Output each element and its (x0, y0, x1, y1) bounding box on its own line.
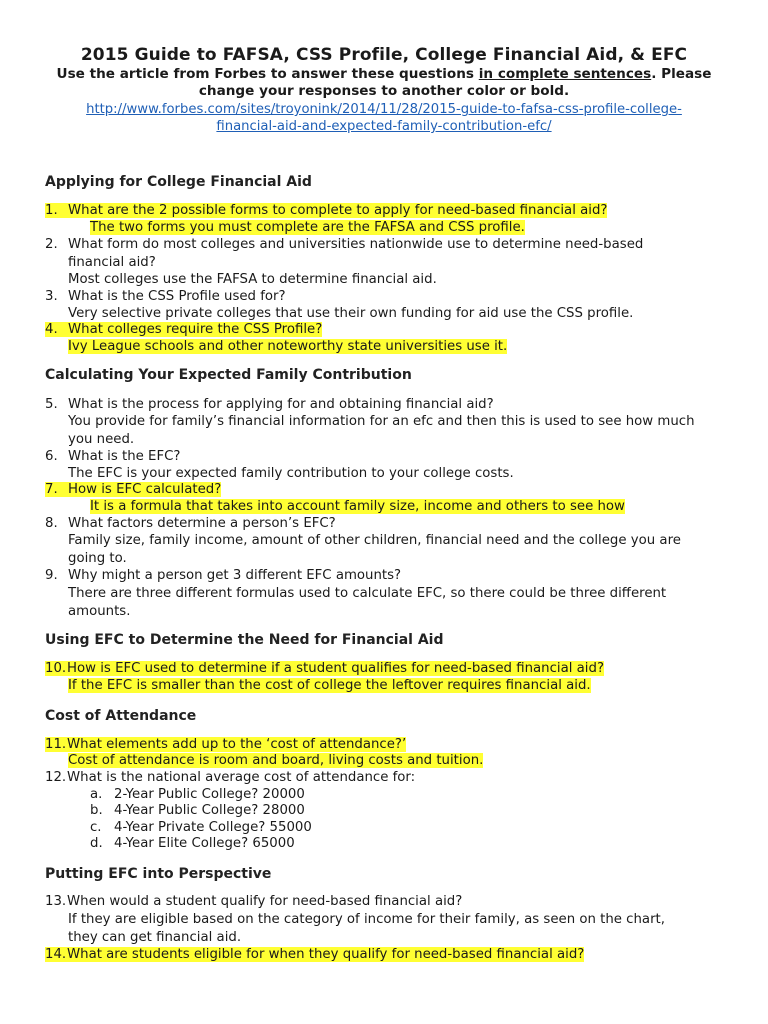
answer-8-cont: going to. (68, 551, 127, 566)
sub-answer-b (90, 802, 305, 819)
question-number: 3. (45, 289, 58, 304)
answer-7 (90, 498, 625, 515)
instructions-emphasis: in complete sentences (478, 66, 652, 82)
question-number: 1. (45, 203, 58, 218)
instructions-text: Use the article from Forbes to answer these questions (56, 66, 479, 82)
question-text: What is the process for applying for and obtaining financial aid? (68, 397, 494, 412)
answer-text: The two forms you must complete are the FAFSA and CSS profile. (90, 220, 525, 235)
answer-text: Ivy League schools and other noteworthy state universities use it. (68, 339, 508, 354)
question-text: How is EFC calculated? (68, 482, 222, 497)
question-number: 12. (45, 770, 67, 785)
sub-text: 4-Year Private College? 55000 (114, 820, 312, 835)
link-line-2[interactable]: financial-aid-and-expected-family-contribution-efc/ (216, 119, 552, 134)
question-number: 8. (45, 516, 58, 531)
section-heading-cost: Cost of Attendance (45, 708, 197, 724)
answer-text: If the EFC is smaller than the cost of college the leftover requires financial aid. (68, 678, 591, 693)
question-number: 10. (45, 661, 67, 676)
section-heading-efc: Calculating Your Expected Family Contribution (45, 367, 412, 383)
question-text: How is EFC used to determine if a student qualifies for need-based financial aid? (67, 661, 604, 676)
answer-13: If they are eligible based on the category of income for their family, as seen on the chart, (68, 912, 665, 927)
sub-text: 2-Year Public College? 20000 (114, 787, 305, 802)
question-text: What elements add up to the ‘cost of attendance?’ (67, 737, 407, 752)
question-2-cont: financial aid? (68, 255, 156, 270)
question-10 (45, 660, 604, 677)
answer-5: You provide for family’s financial information for an efc and then this is used to see how much (68, 414, 695, 429)
instructions-text-end: . Please change your responses to another color or bold. (198, 66, 712, 99)
question-text: What colleges require the CSS Profile? (68, 322, 323, 337)
question-text: What are students eligible for when they qualify for need-based financial aid? (67, 947, 585, 962)
question-9 (45, 567, 401, 584)
answer-13-cont: they can get financial aid. (68, 930, 242, 945)
sub-answer-d (90, 835, 295, 852)
question-text: What are the 2 possible forms to complete to apply for need-based financial aid? (68, 203, 608, 218)
question-1 (45, 202, 607, 219)
sub-text: 4-Year Elite College? 65000 (114, 836, 295, 851)
sub-label: d. (90, 836, 103, 851)
question-number: 5. (45, 397, 58, 412)
question-text: What factors determine a person’s EFC? (68, 516, 336, 531)
question-5 (45, 396, 494, 413)
answer-9: There are three different formulas used to calculate EFC, so there could be three different (68, 586, 667, 601)
answer-5-cont: you need. (68, 432, 135, 447)
question-2 (45, 236, 643, 253)
answer-9-cont: amounts. (68, 604, 131, 619)
question-14 (45, 946, 584, 963)
sub-label: a. (90, 787, 103, 802)
answer-8: Family size, family income, amount of other children, financial need and the college you are (68, 533, 681, 548)
sub-label: c. (90, 820, 102, 835)
question-number: 13. (45, 894, 67, 909)
answer-6: The EFC is your expected family contribution to your college costs. (68, 466, 514, 481)
sub-text: 4-Year Public College? 28000 (114, 803, 305, 818)
sub-label: b. (90, 803, 103, 818)
question-8 (45, 515, 336, 532)
question-13 (45, 893, 462, 910)
question-text: What is the CSS Profile used for? (68, 289, 286, 304)
instructions (40, 66, 728, 100)
answer-2: Most colleges use the FAFSA to determine financial aid. (68, 272, 437, 287)
question-text: When would a student qualify for need-based financial aid? (67, 894, 463, 909)
answer-text: It is a formula that takes into account family size, income and others to see how (90, 499, 625, 514)
question-6 (45, 448, 180, 465)
answer-4 (68, 338, 507, 355)
question-number: 6. (45, 449, 58, 464)
section-heading-need: Using EFC to Determine the Need for Financial Aid (45, 632, 444, 648)
question-number: 4. (45, 322, 58, 337)
question-number: 14. (45, 947, 67, 962)
question-number: 11. (45, 737, 67, 752)
question-7 (45, 481, 221, 498)
question-text: What form do most colleges and universities nationwide use to determine need-based (68, 237, 644, 252)
answer-1 (90, 219, 525, 236)
question-number: 9. (45, 568, 58, 583)
question-3 (45, 288, 286, 305)
answer-text: Cost of attendance is room and board, living costs and tuition. (68, 753, 484, 768)
question-12 (45, 769, 415, 786)
document-title: 2015 Guide to FAFSA, CSS Profile, College Financial Aid, & EFC (80, 45, 688, 65)
answer-3: Very selective private colleges that use their own funding for aid use the CSS profile. (68, 306, 634, 321)
sub-answer-c (90, 819, 312, 836)
question-text: What is the national average cost of attendance for: (67, 770, 416, 785)
question-text: What is the EFC? (68, 449, 181, 464)
question-4 (45, 321, 322, 338)
question-number: 7. (45, 482, 58, 497)
answer-11 (68, 752, 483, 769)
question-number: 2. (45, 237, 58, 252)
question-text: Why might a person get 3 different EFC amounts? (68, 568, 402, 583)
section-heading-perspective: Putting EFC into Perspective (45, 866, 272, 882)
forbes-article-link[interactable] (40, 101, 728, 135)
sub-answer-a (90, 786, 305, 803)
link-line-1[interactable]: http://www.forbes.com/sites/troyonink/2014/11/28/2015-guide-to-fafsa-css-profile-college- (86, 102, 682, 117)
answer-10 (68, 677, 591, 694)
question-11 (45, 736, 406, 753)
section-heading-applying: Applying for College Financial Aid (45, 174, 312, 190)
